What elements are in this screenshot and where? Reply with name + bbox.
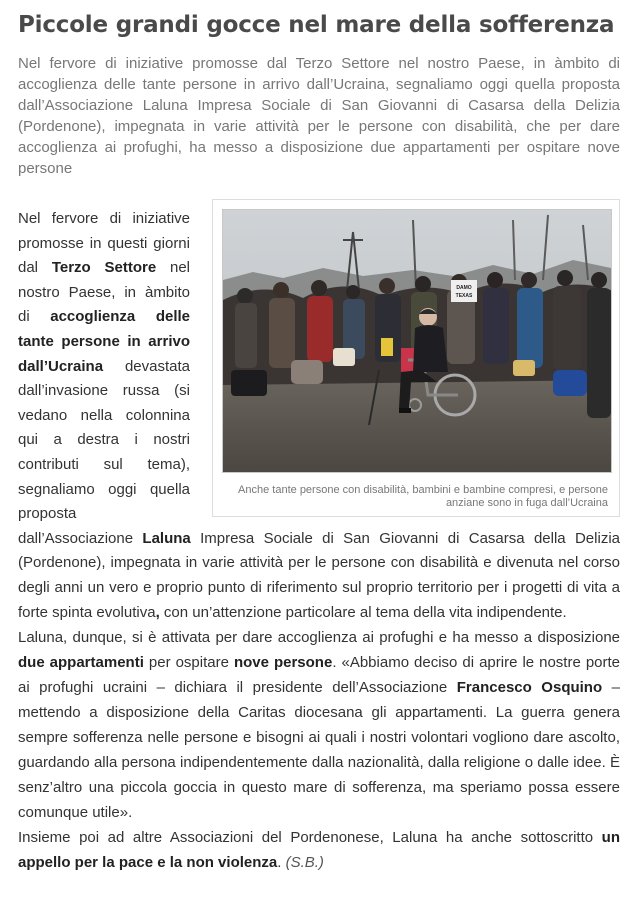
text: Impresa Sociale di San Giovanni di Casarsa della Delizia (Pordenone), impegnata in varie attività per le persone con disabilità e divenuta nel corso degli anni un vero e proprio punto di riferimento sul proprio territorio per i progetti di vita a forte spinta evolutiva [18, 529, 620, 621]
article-body [18, 207, 620, 875]
article-figure [212, 199, 620, 517]
svg-text:DAMO: DAMO [456, 285, 472, 291]
bold-text: Laluna [142, 529, 191, 547]
refugees-crowd-photo[interactable] [222, 209, 612, 473]
paragraph-2 [18, 625, 620, 825]
text: Nel fervore di iniziative promosse in questi giorni dal [18, 210, 190, 277]
bold-text: due appartamenti [18, 654, 144, 672]
bold-text: , [155, 603, 160, 621]
text: per ospitare [143, 654, 234, 672]
svg-text:TEXAS: TEXAS [455, 293, 473, 299]
text: – mettendo a disposizione della Caritas diocesana gli appartamenti. La guerra genera sempre sofferenza nelle persone e bisogni ai quali i nostri volontari vogliono dare ascolto, guardando alla persona indipendentemente dalla nazionalità, dalla religione o dalle idee. È senz’altro una piccola goccia in questo mare di sofferenza, ma speriamo possa essere comunque utile». [18, 679, 620, 822]
author-signature: (S.B.) [285, 854, 324, 872]
bold-text: nove persone [233, 654, 333, 672]
bold-text: accoglienza delle tante persone in arrivo dall’Ucraina [18, 308, 191, 375]
paragraph-3 [18, 825, 620, 875]
bold-text: Terzo Settore [51, 259, 157, 277]
text: con un’attenzione particolare al tema della vita indipendente. [159, 603, 567, 621]
article-title: Piccole grandi gocce nel mare della sofferenza [18, 12, 615, 38]
figure-caption: Anche tante persone con disabilità, bambini e bambine compresi, e persone anziane sono in fuga dall’Ucraina [238, 484, 608, 509]
text: Laluna, dunque, si è attivata per dare accoglienza ai profughi e ha messo a disposizione [18, 629, 620, 647]
article-lead: Nel fervore di iniziative promosse dal Terzo Settore nel nostro Paese, in àmbito di accoglienza delle tante persone in arrivo dall’Ucraina, segnaliamo oggi quella proposta dall’Associazione Laluna Impresa Sociale di San Giovanni di Casarsa della Delizia (Pordenone), impegnata in varie attività per le persone con disabilità, che per dare accoglienza ai profughi, ha messo a disposizione due appartamenti per ospitare nove persone [18, 55, 620, 177]
bold-text: un appello per la pace e la non violenza [18, 829, 620, 872]
article [18, 8, 620, 875]
text: nel nostro Paese, in àmbito di [18, 259, 190, 326]
text: . [277, 854, 286, 872]
text: . «Abbiamo deciso di aprire le nostre porte ai profughi ucraini – dichiara il presidente dell’Associazione [18, 654, 621, 697]
bold-text: Francesco Osquino [456, 679, 603, 697]
text: devastata dall’invasione russa (si vedano nella colonnina qui a destra i nostri contributi sul tema), segnaliamo oggi quella proposta dall’Associazione [18, 357, 190, 547]
text: Insieme poi ad altre Associazioni del Pordenonese, Laluna ha anche sottoscritto [18, 829, 602, 847]
